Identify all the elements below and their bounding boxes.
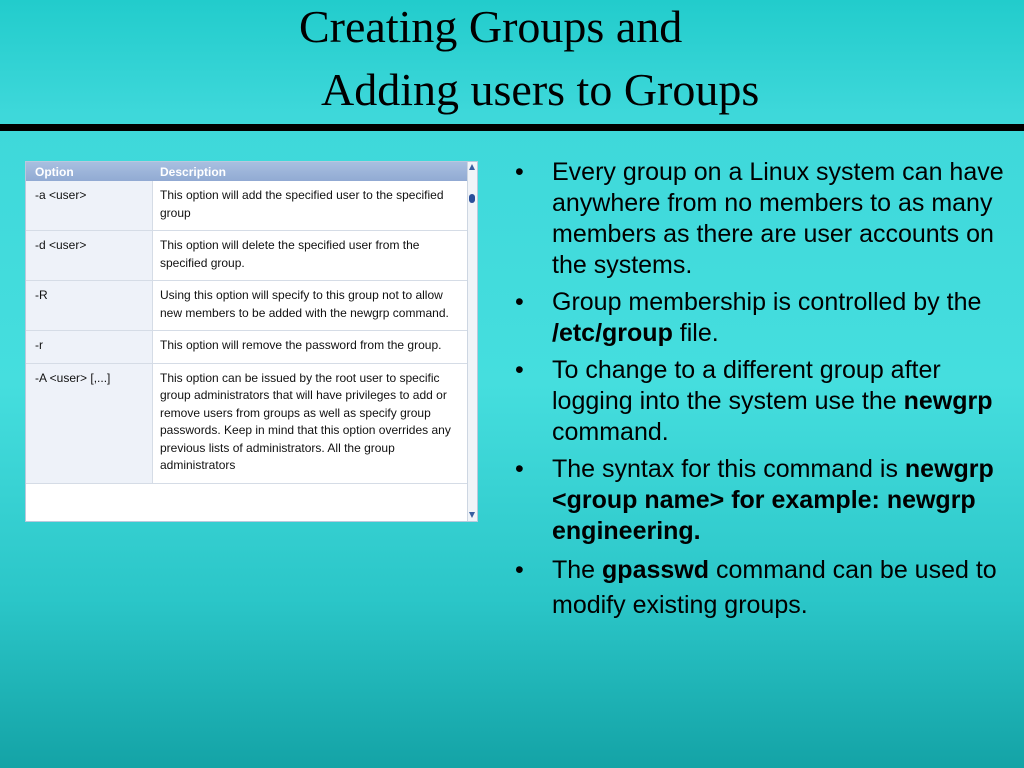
option-cell: -R	[26, 281, 153, 330]
bullet-item	[505, 355, 1005, 448]
bullet-item	[505, 287, 1005, 349]
bullet-text: The	[552, 556, 603, 584]
table-row	[26, 231, 469, 281]
description-cell: Using this option will specify to this group not to allow new members to be added with the newgrp command.	[160, 288, 449, 320]
title-divider	[0, 124, 1024, 131]
description-cell: This option can be issued by the root user to specific group administrators that will have privileges to add or remove users from groups as well as specify group passwords. Keep in mind that this option overrides any previous lists of administrators. All the group administrators	[160, 370, 451, 472]
bullet-text: command can be used to modify existing groups.	[552, 556, 997, 619]
table-row	[26, 181, 469, 231]
description-cell: This option will remove the password from the group.	[160, 338, 442, 352]
bullet-bold-text: newgrp	[903, 387, 993, 415]
table-header	[26, 162, 469, 181]
bullet-marker: •	[515, 455, 524, 483]
bullet-marker: •	[515, 158, 524, 186]
scroll-up-arrow-icon[interactable]	[469, 164, 475, 170]
bullet-text: To change to a different group after logging into the system use the	[552, 356, 941, 415]
bullet-item	[505, 157, 1005, 281]
option-cell: -A <user> [,...]	[26, 364, 153, 483]
table-body	[26, 181, 469, 484]
bullet-marker: •	[515, 288, 524, 316]
bullet-bold-text: /etc/group	[552, 319, 673, 347]
bullet-item	[505, 553, 1005, 623]
option-cell: -d <user>	[26, 231, 153, 280]
bullet-bold-text: newgrp <group name> for example: newgrp engineering.	[552, 455, 994, 545]
table-row	[26, 331, 469, 364]
description-cell: This option will add the specified user to the specified group	[160, 188, 444, 220]
slide-title	[0, 0, 1024, 124]
bullet-text: file.	[672, 319, 719, 347]
option-cell: -a <user>	[26, 181, 153, 230]
bullet-item	[505, 454, 1005, 547]
slide-title-line-1: Creating Groups and	[299, 1, 683, 52]
scroll-thumb[interactable]	[469, 194, 475, 203]
description-cell: This option will delete the specified user from the specified group.	[160, 238, 420, 270]
header-option: Option	[35, 165, 74, 179]
bullet-list	[505, 157, 1005, 629]
bullet-text: command.	[552, 418, 669, 446]
slide-title-line-2: Adding users to Groups	[321, 64, 760, 115]
bullet-bold-text: gpasswd	[602, 556, 710, 584]
bullet-text: Group membership is controlled by the	[552, 288, 982, 316]
groupmod-options-table	[25, 161, 478, 522]
table-row	[26, 364, 469, 484]
bullet-marker: •	[515, 356, 524, 384]
table-scrollbar[interactable]	[467, 162, 477, 521]
bullet-marker: •	[515, 556, 524, 584]
bullet-text: The syntax for this command is	[552, 455, 905, 483]
scroll-down-arrow-icon[interactable]	[469, 512, 475, 518]
option-cell: -r	[26, 331, 153, 363]
table-row	[26, 281, 469, 331]
header-description: Description	[160, 165, 227, 179]
bullet-text: Every group on a Linux system can have anywhere from no members to as many members as there are user accounts on the systems.	[552, 158, 1004, 279]
